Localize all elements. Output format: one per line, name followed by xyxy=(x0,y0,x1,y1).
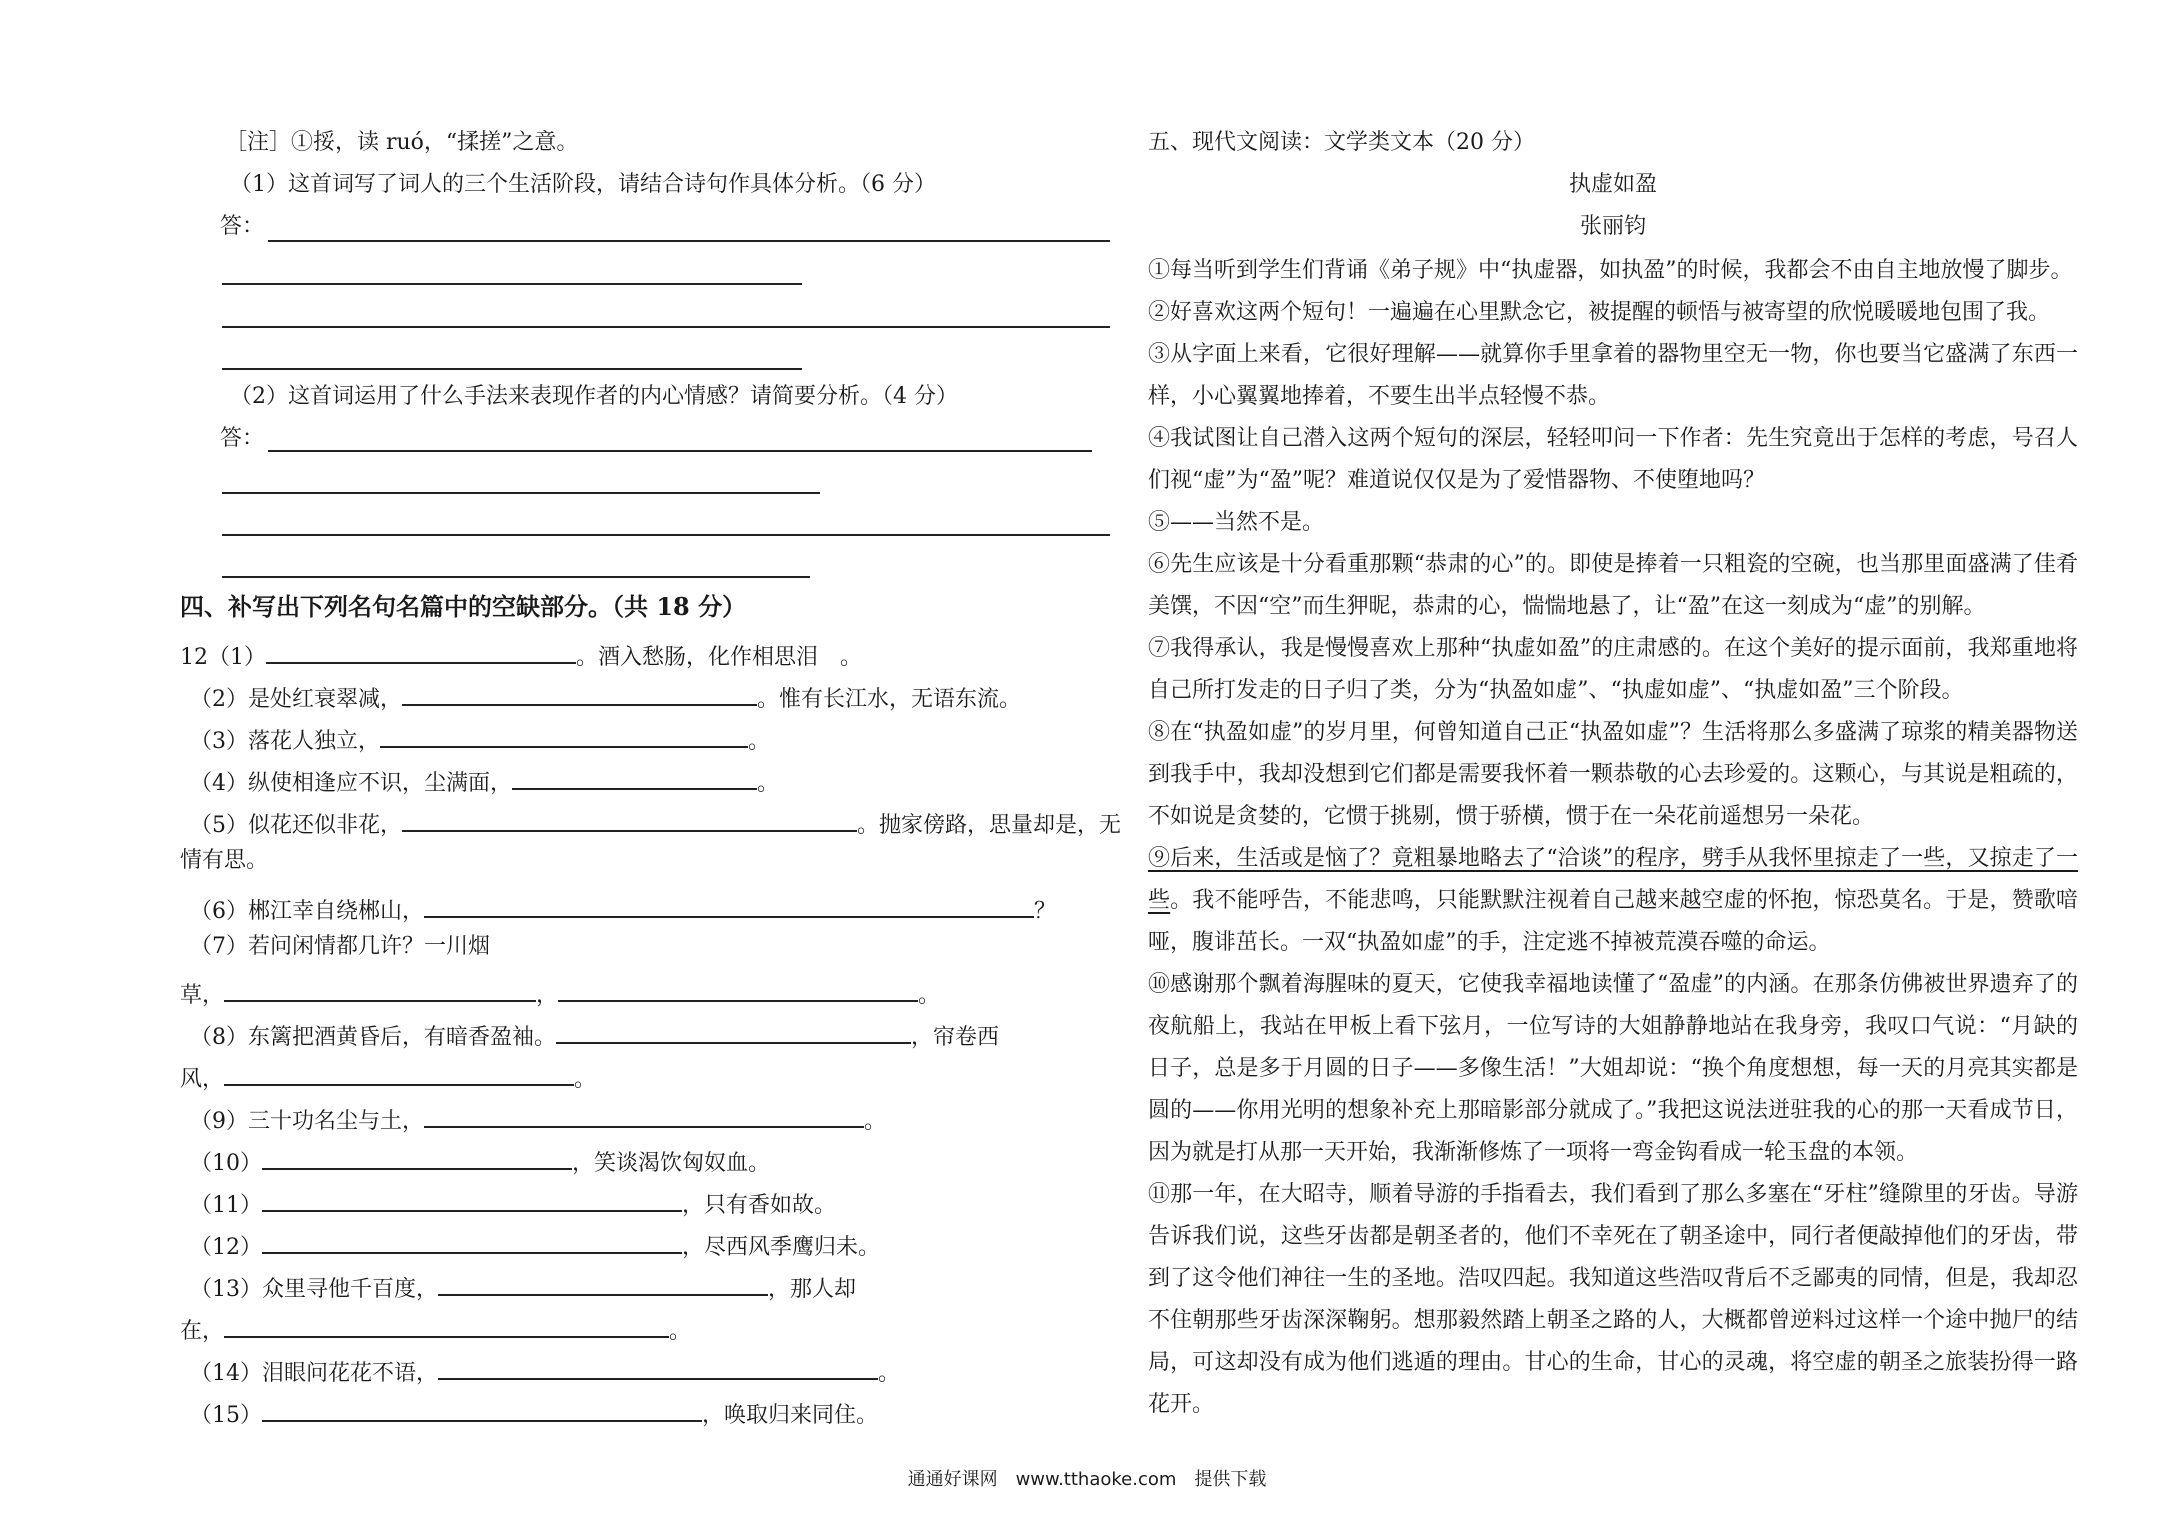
fill-blank[interactable] xyxy=(424,1100,864,1128)
fill-blank[interactable] xyxy=(224,1058,574,1086)
fill-item-7-cont: 草， ， 。 xyxy=(180,974,940,1011)
fill-item-10: （10） ，笑谈渴饮匈奴血。 xyxy=(190,1142,770,1179)
fill-blank[interactable] xyxy=(262,1226,682,1254)
paragraph-3: ③从字面上来看，它很好理解——就算你手里拿着的器物里空无一物，你也要当它盛满了东西一样，小心翼翼地捧着，不要生出半点轻慢不恭。 xyxy=(1148,342,2078,409)
fill-item-8-cont: 风， 。 xyxy=(180,1058,596,1095)
paragraph-6: ⑥先生应该是十分看重那颗“恭肃的心”的。即使是捧着一只粗瓷的空碗，也当那里面盛满了佳肴美馔，不因“空”而生狎昵，恭肃的心，惴惴地悬了，让“盈”在这一刻成为“虚”的别解。 xyxy=(1148,552,2078,619)
fill-blank[interactable] xyxy=(380,720,748,748)
fill-blank[interactable] xyxy=(402,678,757,706)
underlined-sentence: ⑨后来，生活或是恼了？竟粗暴地略去了“洽谈”的程序，劈手从我怀里掠走了一些，又掠走了一些 xyxy=(1148,846,2078,913)
answer-label-1: 答： xyxy=(220,214,265,239)
note: ［注］①挼，读 ruó，“揉搓”之意。 xyxy=(225,130,579,155)
paragraph-10: ⑩感谢那个飘着海腥味的夏天，它使我幸福地读懂了“盈虚”的内涵。在那条仿佛被世界遗弃了的夜航船上，我站在甲板上看下弦月，一位写诗的大姐静静地站在我身旁，我叹口气说：“月缺的日子，总是多于月圆的日子——多像生活！”大姐却说：“换个角度想想，每一天的月亮其实都是圆的——你用光明的想象补充上那暗影部分就成了。”我把这说法迸驻我的心的那一天看成节日，因为就是打从那一天开始，我渐渐修炼了一项将一弯金钩看成一轮玉盘的本领。 xyxy=(1148,972,2078,1165)
paragraph-9: ⑨后来，生活或是恼了？竟粗暴地略去了“洽谈”的程序，劈手从我怀里掠走了一些，又掠走了一些。我不能呼告，不能悲鸣，只能默默注视着自己越来越空虚的怀抱，惊恐莫名。于是，赞歌喑哑，腹诽茁长。一双“执盈如虚”的手，注定逃不掉被荒漠吞噬的命运。 xyxy=(1148,846,2078,955)
section-4-title: 四、补写出下列名句名篇中的空缺部分。（共 18 分） xyxy=(180,592,747,621)
fill-blank[interactable] xyxy=(558,974,918,1002)
fill-item-14: （14）泪眼问花花不语， 。 xyxy=(190,1352,900,1389)
fill-item-9: （9）三十功名尘与土， 。 xyxy=(190,1100,886,1137)
fill-item-3: （3）落花人独立， 。 xyxy=(190,720,770,757)
paragraph-1: ①每当听到学生们背诵《弟子规》中“执虚器，如执盈”的时候，我都会不由自主地放慢了脚步。 xyxy=(1148,258,2073,283)
fill-blank[interactable] xyxy=(438,1268,768,1296)
article-title: 执虚如盈 xyxy=(1568,172,1657,197)
fill-item-1: 12（1） 。酒入愁肠，化作相思泪 。 xyxy=(180,636,862,673)
paragraph-4: ④我试图让自己潜入这两个短句的深层，轻轻叩问一下作者：先生究竟出于怎样的考虑，号召人们视“虚”为“盈”呢？难道说仅仅是为了爱惜器物、不使堕地吗？ xyxy=(1148,426,2078,493)
answer-line[interactable] xyxy=(222,534,1110,536)
fill-item-11: （11） ，只有香如故。 xyxy=(190,1184,836,1221)
fill-blank[interactable] xyxy=(402,804,857,832)
footer-credit: 通通好课网 www.tthaoke.com 提供下载 xyxy=(907,1469,1267,1490)
answer-line[interactable] xyxy=(268,240,1110,242)
question-2: （2）这首词运用了什么手法来表现作者的内心情感？请简要分析。（4 分） xyxy=(230,384,958,409)
fill-blank[interactable] xyxy=(224,974,536,1002)
answer-line[interactable] xyxy=(222,492,820,494)
answer-label-2: 答： xyxy=(220,426,265,451)
fill-blank[interactable] xyxy=(512,762,757,790)
fill-item-13-cont: 在， 。 xyxy=(180,1310,691,1347)
fill-item-4: （4）纵使相逢应不识，尘满面， 。 xyxy=(190,762,779,799)
paragraph-11: ⑪那一年，在大昭寺，顺着导游的手指看去，我们看到了那么多塞在“牙柱”缝隙里的牙齿。导游告诉我们说，这些牙齿都是朝圣者的，他们不幸死在了朝圣途中，同行者便敲掉他们的牙齿，带到了这令他们神往一生的圣地。浩叹四起。我知道这些浩叹背后不乏鄙夷的同情，但是，我却忍不住朝那些牙齿深深鞠躬。想那毅然踏上朝圣之路的人，大概都曾逆料过这样一个途中抛尸的结局，可这却没有成为他们逃遁的理由。甘心的生命，甘心的灵魂，将空虚的朝圣之旅装扮得一路花开。 xyxy=(1148,1182,2078,1417)
fill-item-13: （13）众里寻他千百度， ，那人却 xyxy=(190,1268,856,1305)
fill-item-6: （6）郴江幸自绕郴山， ？ xyxy=(190,890,1056,927)
fill-item-5: （5）似花还似非花， 。抛家傍路，思量却是，无 xyxy=(190,804,1121,841)
fill-blank[interactable] xyxy=(556,1016,911,1044)
fill-blank[interactable] xyxy=(224,1310,669,1338)
paragraph-5: ⑤——当然不是。 xyxy=(1148,510,1325,535)
section-5-title: 五、现代文阅读：文学类文本（20 分） xyxy=(1148,130,1535,155)
fill-item-15: （15） ，唤取归来同住。 xyxy=(190,1394,878,1431)
answer-line[interactable] xyxy=(268,450,1092,452)
fill-item-8: （8）东篱把酒黄昏后，有暗香盈袖。 ，帘卷西 xyxy=(190,1016,999,1053)
paragraph-8: ⑧在“执盈如虚”的岁月里，何曾知道自己正“执盈如虚”？生活将那么多盛满了琼浆的精美器物送到我手中，我却没想到它们都是需要我怀着一颗恭敬的心去珍爱的。这颗心，与其说是粗疏的，不如说是贪婪的，它惯于挑剔，惯于骄横，惯于在一朵花前遥想另一朵花。 xyxy=(1148,720,2078,829)
fill-item-2: （2）是处红衰翠减， 。惟有长江水，无语东流。 xyxy=(190,678,1021,715)
article-author: 张丽钧 xyxy=(1579,214,1646,239)
answer-line[interactable] xyxy=(222,326,1110,328)
fill-blank[interactable] xyxy=(262,1184,682,1212)
answer-line[interactable] xyxy=(222,283,802,285)
answer-line[interactable] xyxy=(222,576,810,578)
fill-item-5-cont: 情有思。 xyxy=(180,848,269,873)
question-1: （1）这首词写了词人的三个生活阶段，请结合诗句作具体分析。（6 分） xyxy=(230,172,936,197)
fill-item-7: （7）若问闲情都几许？一川烟 xyxy=(190,934,490,959)
fill-blank[interactable] xyxy=(266,636,576,664)
paragraph-7: ⑦我得承认，我是慢慢喜欢上那种“执虚如盈”的庄肃感的。在这个美好的提示面前，我郑重地将自己所打发走的日子归了类，分为“执盈如虚”、“执虚如虚”、“执虚如盈”三个阶段。 xyxy=(1148,636,2078,703)
fill-blank[interactable] xyxy=(262,1394,702,1422)
fill-item-12: （12） ，尽西风季鹰归未。 xyxy=(190,1226,880,1263)
paragraph-2: ②好喜欢这两个短句！一遍遍在心里默念它，被提醒的顿悟与被寄望的欣悦暖暖地包围了我。 xyxy=(1148,300,2051,325)
fill-blank[interactable] xyxy=(438,1352,878,1380)
answer-line[interactable] xyxy=(222,368,802,370)
fill-blank[interactable] xyxy=(262,1142,572,1170)
fill-blank[interactable] xyxy=(424,890,1034,918)
